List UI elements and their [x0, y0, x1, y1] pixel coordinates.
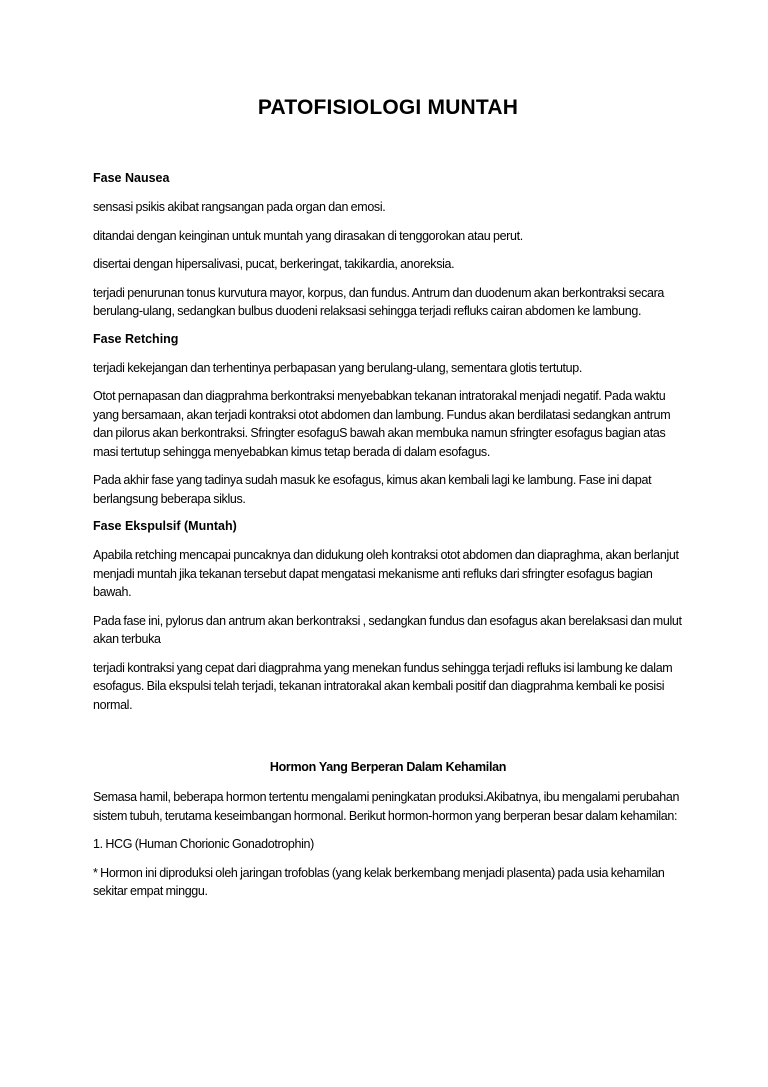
spacer — [93, 724, 683, 759]
document-body — [93, 170, 683, 911]
paragraph: disertai dengan hipersalivasi, pucat, berkeringat, takikardia, anoreksia. — [93, 257, 455, 271]
paragraph: terjadi kekejangan dan terhentinya perbapasan yang berulang-ulang, sementara glotis tertutup. — [93, 360, 583, 375]
section-heading-centered: Hormon Yang Berperan Dalam Kehamilan — [269, 760, 507, 774]
section-fase-retching — [93, 331, 683, 509]
paragraph: terjadi kontraksi yang cepat dari diagprahma yang menekan fundus sehingga terjadi refluks isi lambung ke dalam esofagus. Bila ekspulsi telah terjadi, tekanan intratorakal akan kembali positif dan diagprahma kembali ke posisi normal. — [93, 660, 673, 712]
paragraph: Pada fase ini, pylorus dan antrum akan berkontraksi , sedangkan fundus dan esofagus akan berelaksasi dan mulut akan terbuka — [93, 613, 682, 646]
section-fase-ekspulsif — [93, 518, 683, 714]
list-item: 1. HCG (Human Chorionic Gonadotrophin) — [93, 837, 314, 851]
section-heading: Fase Nausea — [93, 171, 170, 185]
section-heading: Fase Retching — [93, 331, 179, 346]
paragraph: Pada akhir fase yang tadinya sudah masuk ke esofagus, kimus akan kembali lagi ke lambung. Fase ini dapat berlangsung beberapa siklus. — [93, 473, 652, 506]
section-fase-nausea — [93, 170, 683, 321]
paragraph: Semasa hamil, beberapa hormon tertentu mengalami peningkatan produksi.Akibatnya, ibu mengalami perubahan sistem tubuh, terutama keseimbangan hormonal. Berikut hormon-hormon yang berperan besar dalam kehamilan: — [93, 790, 680, 823]
section-hormon — [93, 759, 683, 901]
paragraph: sensasi psikis akibat rangsangan pada organ dan emosi. — [93, 200, 386, 214]
paragraph: Apabila retching mencapai puncaknya dan didukung oleh kontraksi otot abdomen dan diapraghma, akan berlanjut menjadi muntah jika tekanan tersebut dapat mengatasi mekanisme anti refluks dari sfringter esofagus bagian bawah. — [93, 548, 679, 599]
paragraph: ditandai dengan keinginan untuk muntah yang dirasakan di tenggorokan atau perut. — [93, 228, 523, 243]
section-heading: Fase Ekspulsif (Muntah) — [93, 519, 237, 533]
list-item-note: * Hormon ini diproduksi oleh jaringan trofoblas (yang kelak berkembang menjadi plasenta) pada usia kehamilan sekitar empat minggu. — [93, 865, 665, 898]
paragraph: terjadi penurunan tonus kurvutura mayor, korpus, dan fundus. Antrum dan duodenum akan berkontraksi secara berulang-ulang, sedangkan bulbus duodeni relaksasi sehingga terjadi refluks cairan abdomen ke lambung. — [93, 285, 665, 318]
paragraph: Otot pernapasan dan diagprahma berkontraksi menyebabkan tekanan intratorakal menjadi negatif. Pada waktu yang bersamaan, akan terjadi kontraksi otot abdomen dan lambung. Fundus akan berdilatasi sedangkan antrum dan pilorus akan berkontraksi. Sfringter esofaguS bawah akan membuka namun sfringter esofagus bagian atas masi tertutup sehingga menyebabkan kimus tetap berada di dalam esofagus. — [93, 389, 671, 459]
page-title: PATOFISIOLOGI MUNTAH — [257, 96, 519, 119]
